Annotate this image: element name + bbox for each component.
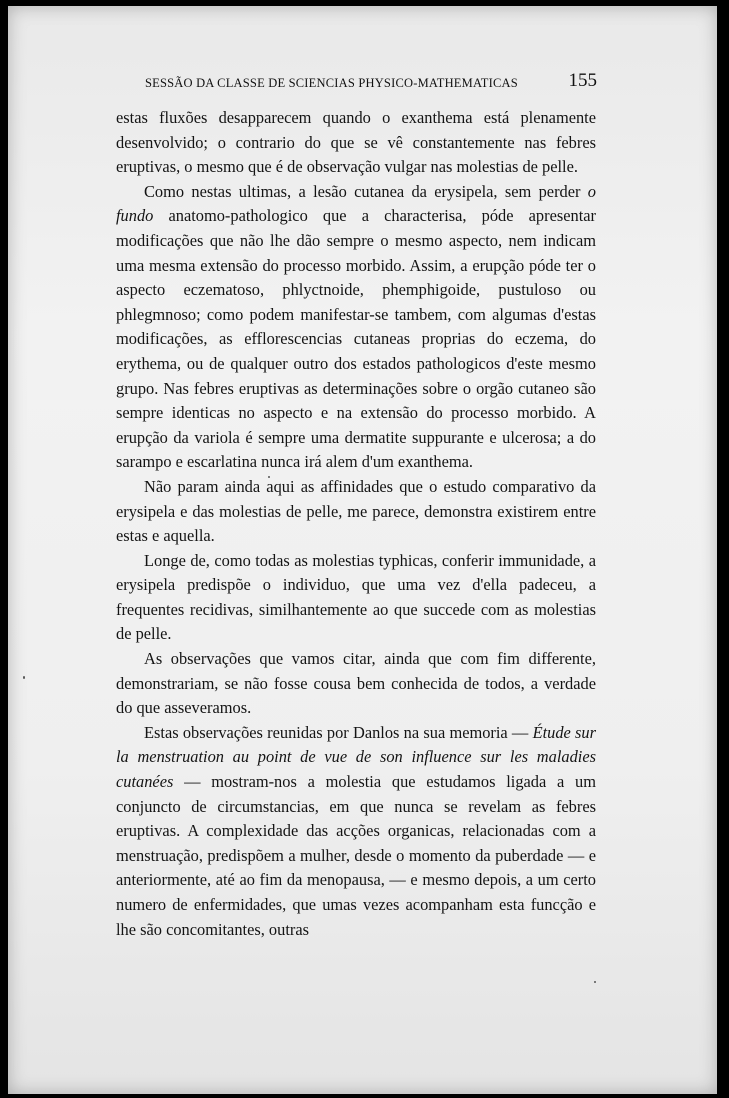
- paragraph-4: Longe de, como todas as molestias typhicas, conferir immunidade, a erysipela predispõe o individuo, que uma vez d'ella padeceu, a frequentes recidivas, similhantemente ao que succede com as molestias de pelle.: [116, 550, 596, 644]
- paragraph-6-text-b: — mostram-nos a molestia que estudamos ligada a um conjuncto de circumstancias, em que nunca se revelam as febres eruptivas. A complexidade das acções organicas, relacionadas com a menstruação, predispõem a mulher, desde o momento da puberdade — e anteriormente, até ao fim da menopausa, — e mesmo depois, a um certo numero de enfermidades, que umas vezes acompanham esta funcção e lhe são concomitantes, outras: [116, 772, 596, 939]
- memoir-title: Étude sur la menstruation au point de vue de son influence sur les maladies cutanées: [116, 722, 596, 792]
- paragraph-2-italic: o fundo: [116, 181, 596, 226]
- paragraph-2: [116, 180, 596, 475]
- paragraph-2-text-b: anatomo-pathologico que a characterisa, póde apresentar modificações que não lhe dão sempre o mesmo aspecto, nem indicam uma mesma extensão do processo morbido. Assim, a erupção póde ter o aspecto eczematoso, phlyctnoide, phemphigoide, pustuloso ou phlegmnoso; como podem manifestar-se tambem, com algumas d'estas modificações, as efflorescencias cutaneas proprias do eczema, do erythema, ou de qualquer outro dos estados pathologicos d'este mesmo grupo. Nas febres eruptivas as determinações sobre o orgão cutaneo são sempre identicas no aspecto e na extensão do processo morbido. A erupção da variola é sempre uma dermatite suppurante e ulcerosa; a do sarampo e escarlatina nunca irá alem d'um exanthema.: [116, 206, 596, 472]
- paragraph-2-text-a: Como nestas ultimas, a lesão cutanea da erysipela, sem perder: [144, 181, 588, 201]
- ink-speck: [594, 981, 596, 983]
- paragraph-6: [116, 721, 596, 942]
- scan-edge: [717, 0, 729, 1098]
- paragraph-3: Não param ainda aqui as affinidades que o estudo comparativo da erysipela e das molestias de pelle, me parece, demonstra existirem entre estas e aquella.: [116, 476, 596, 546]
- paragraph-1: estas fluxões desapparecem quando o exanthema está plenamente desenvolvido; o contrario do que se vê constantemente nas febres eruptivas, o mesmo que é de observação vulgar nas molestias de pelle.: [116, 108, 596, 177]
- running-head-title: SESSÃO DA CLASSE DE SCIENCIAS PHYSICO-MATHEMATICAS: [145, 76, 518, 90]
- ink-speck: [23, 676, 25, 679]
- running-head: [145, 70, 597, 92]
- page-number: 155: [568, 70, 597, 91]
- body-text: [116, 106, 596, 942]
- paragraph-6-text-a: Estas observações reunidas por Danlos na sua memoria —: [144, 722, 533, 742]
- paragraph-5: As observações que vamos citar, ainda que com fim differente, demonstrariam, se não fosse cousa bem conhecida de todos, a verdade do que asseveramos.: [116, 649, 596, 718]
